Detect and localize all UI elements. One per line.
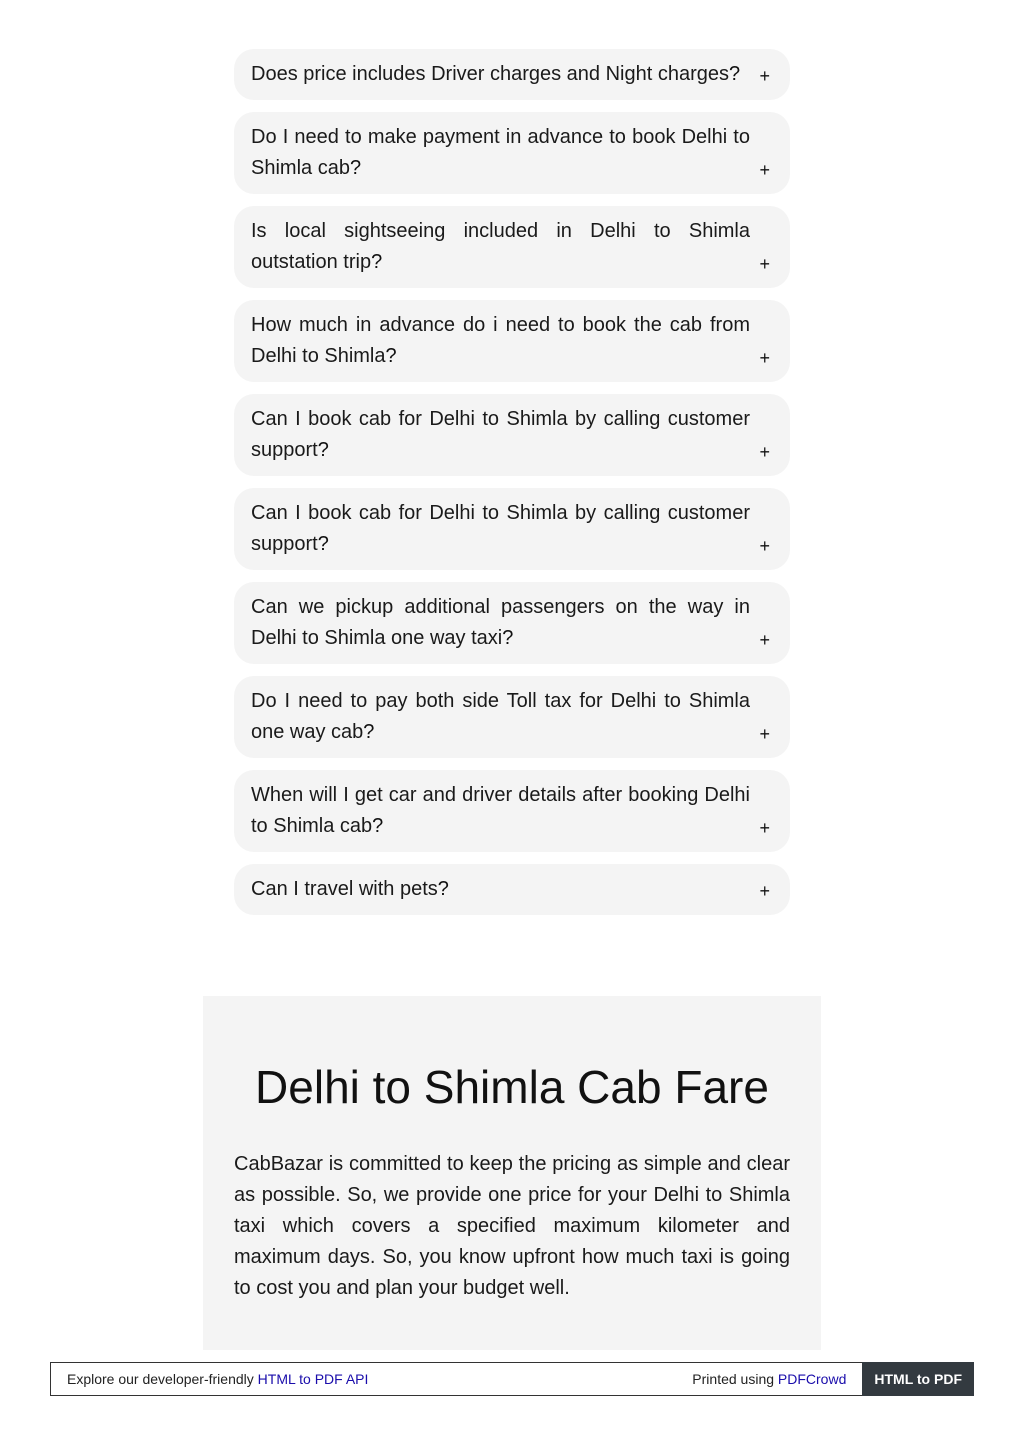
faq-question: Can we pickup additional passengers on the way in Delhi to Shimla one way taxi bbox=[251, 596, 750, 649]
faq-item[interactable] bbox=[234, 206, 790, 288]
question-mark: ? bbox=[363, 721, 375, 743]
fare-section bbox=[203, 996, 821, 1350]
question-mark: ? bbox=[349, 157, 362, 179]
faq-question: Can I book cab for Delhi to Shimla by calling customer support bbox=[251, 408, 750, 461]
fare-description: CabBazar is committed to keep the pricing as simple and clear as possible. So, we provide one price for your Delhi to Shimla taxi which covers a specified maximum kilometer and maximum days. So, you know upfront how much taxi is going to cost you and plan your budget well. bbox=[234, 1153, 790, 1299]
expand-plus-icon[interactable]: + bbox=[759, 881, 770, 901]
question-mark: ? bbox=[729, 63, 741, 85]
question-mark: ? bbox=[317, 533, 329, 555]
faq-item[interactable] bbox=[234, 394, 790, 476]
expand-plus-icon[interactable]: + bbox=[759, 254, 770, 274]
faq-item[interactable] bbox=[234, 488, 790, 570]
faq-item[interactable] bbox=[234, 864, 790, 915]
faq-question: Does price includes Driver charges and Night charges bbox=[251, 63, 730, 85]
question-mark: ? bbox=[372, 815, 384, 837]
html-to-pdf-api-link[interactable]: HTML to PDF API bbox=[257, 1371, 369, 1387]
faq-question: Is local sightseeing included in Delhi to Shimla outstation trip bbox=[251, 220, 750, 273]
faq-question: Can I book cab for Delhi to Shimla by calling customer support bbox=[251, 502, 750, 555]
expand-plus-icon[interactable]: + bbox=[759, 536, 770, 556]
footer-explore-text: Explore our developer-friendly bbox=[67, 1371, 258, 1387]
faq-question: Do I need to pay both side Toll tax for Delhi to Shimla one way cab bbox=[251, 690, 750, 743]
footer-printed-text: Printed using bbox=[692, 1371, 778, 1387]
expand-plus-icon[interactable]: + bbox=[759, 442, 770, 462]
question-mark: ? bbox=[502, 627, 514, 649]
faq-question: Can I travel with pets bbox=[251, 878, 438, 900]
html-to-pdf-badge[interactable]: HTML to PDF bbox=[862, 1362, 974, 1396]
pdfcrowd-footer bbox=[50, 1362, 974, 1396]
faq-question: When will I get car and driver details after booking Delhi to Shimla cab bbox=[251, 784, 750, 837]
question-mark: ? bbox=[385, 345, 397, 367]
pdfcrowd-link[interactable]: PDFCrowd bbox=[777, 1371, 847, 1387]
expand-plus-icon[interactable]: + bbox=[759, 160, 770, 180]
faq-question: Do I need to make payment in advance to book Delhi to Shimla cab bbox=[251, 126, 750, 179]
expand-plus-icon[interactable]: + bbox=[759, 348, 770, 368]
faq-list bbox=[234, 49, 790, 927]
faq-question: How much in advance do i need to book the cab from Delhi to Shimla bbox=[251, 314, 750, 367]
footer-explore bbox=[51, 1371, 692, 1387]
faq-item[interactable] bbox=[234, 300, 790, 382]
expand-plus-icon[interactable]: + bbox=[759, 66, 770, 86]
expand-plus-icon[interactable]: + bbox=[759, 630, 770, 650]
question-mark: ? bbox=[437, 878, 449, 900]
faq-item[interactable] bbox=[234, 112, 790, 194]
fare-title: Delhi to Shimla Cab Fare bbox=[255, 1061, 769, 1113]
faq-item[interactable] bbox=[234, 676, 790, 758]
expand-plus-icon[interactable]: + bbox=[759, 724, 770, 744]
question-mark: ? bbox=[317, 439, 329, 461]
expand-plus-icon[interactable]: + bbox=[759, 818, 770, 838]
footer-printed bbox=[692, 1371, 862, 1387]
faq-item[interactable] bbox=[234, 582, 790, 664]
faq-item[interactable] bbox=[234, 770, 790, 852]
faq-item[interactable] bbox=[234, 49, 790, 100]
question-mark: ? bbox=[371, 251, 383, 273]
